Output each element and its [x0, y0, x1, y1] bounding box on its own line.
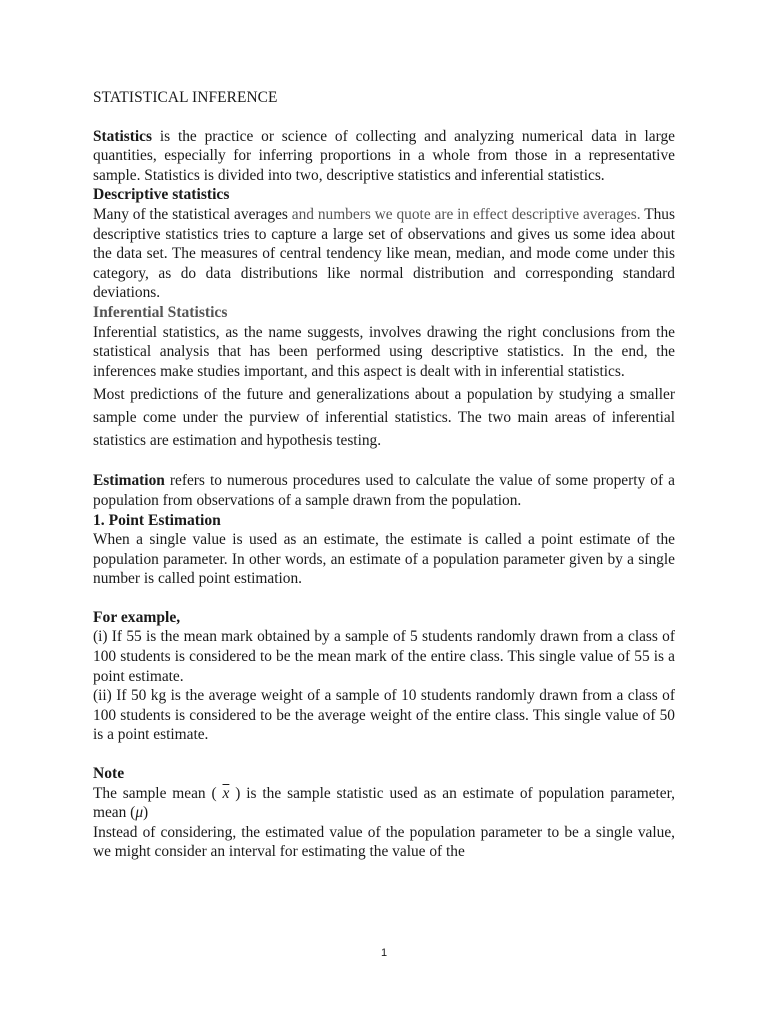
- inferential-paragraph: Inferential statistics, as the name suggests, involves drawing the right conclusions from the statistical analysis that has been performed using descriptive statistics. In the end, the inferences make studies important, and this aspect is dealt with in inferential statistics.: [93, 323, 675, 380]
- note-heading: Note: [93, 765, 125, 783]
- estimation-lead-term: Estimation: [93, 472, 165, 490]
- inferential-heading: Inferential Statistics: [93, 303, 228, 321]
- intro-paragraph: [93, 127, 675, 186]
- example-heading: For example,: [93, 608, 181, 626]
- example-item-1: (i) If 55 is the mean mark obtained by a sample of 5 students randomly drawn from a class of 100 students is considered to be the mean mark of the entire class. This single value of 55 is a point estimate.: [93, 628, 675, 685]
- descriptive-text-b: and numbers we quote are in effect descriptive averages.: [291, 205, 641, 223]
- note-text-a: The sample mean (: [93, 784, 217, 802]
- inferential-paragraph-2: Most predictions of the future and generalizations about a population by studying a smaller sample come under the purview of inferential statistics. The two main areas of inferential statistics are estimation and hypothesis testing.: [93, 386, 675, 450]
- point-estimation-heading: 1. Point Estimation: [93, 511, 221, 529]
- descriptive-paragraph: [93, 205, 675, 303]
- sample-mean-symbol: $\overline{x}$: [222, 784, 230, 802]
- spacer: [93, 589, 675, 608]
- spacer: [93, 745, 675, 764]
- page-number: 1: [380, 947, 388, 959]
- document-body: [93, 88, 675, 862]
- note-text-c: ): [143, 804, 149, 822]
- descriptive-heading: Descriptive statistics: [93, 186, 230, 204]
- note-text-b: ) is the sample statistic used as an estimate of population parameter, mean (: [93, 784, 675, 822]
- point-estimation-paragraph: When a single value is used as an estimate, the estimate is called a point estimate of the population parameter. In other words, an estimate of a population parameter given by a single number is called point estimation.: [93, 531, 675, 588]
- example-item-2: (ii) If 50 kg is the average weight of a sample of 10 students randomly drawn from a class of 100 students is considered to be the average weight of the entire class. This single value of 50 is a point estimate.: [93, 687, 675, 744]
- estimation-text: refers to numerous procedures used to calculate the value of some property of a population from observations of a sample drawn from the population.: [93, 472, 675, 509]
- spacer: [93, 452, 675, 471]
- intro-text: is the practice or science of collecting and analyzing numerical data in large quantities, especially for inferring proportions in a whole from those in a representative sample. Statistics is divided into two, descriptive statistics and inferential statistics.: [93, 127, 675, 184]
- note-paragraph-2: Instead of considering, the estimated value of the population parameter to be a single value, we might consider an interval for estimating the value of the: [93, 823, 675, 861]
- descriptive-text-c: Thus descriptive statistics tries to capture a large set of observations and gives us some idea about the data set. The measures of central tendency like mean, median, and mode come under this category, as do data distributions like normal distribution and corresponding standard deviations.: [93, 205, 675, 302]
- intro-lead-term: Statistics: [93, 127, 152, 145]
- estimation-paragraph: [93, 471, 675, 510]
- note-paragraph: [93, 784, 675, 823]
- population-mean-symbol: μ: [135, 804, 144, 822]
- descriptive-text-a: Many of the statistical averages: [93, 205, 292, 223]
- document-title: STATISTICAL INFERENCE: [93, 89, 278, 106]
